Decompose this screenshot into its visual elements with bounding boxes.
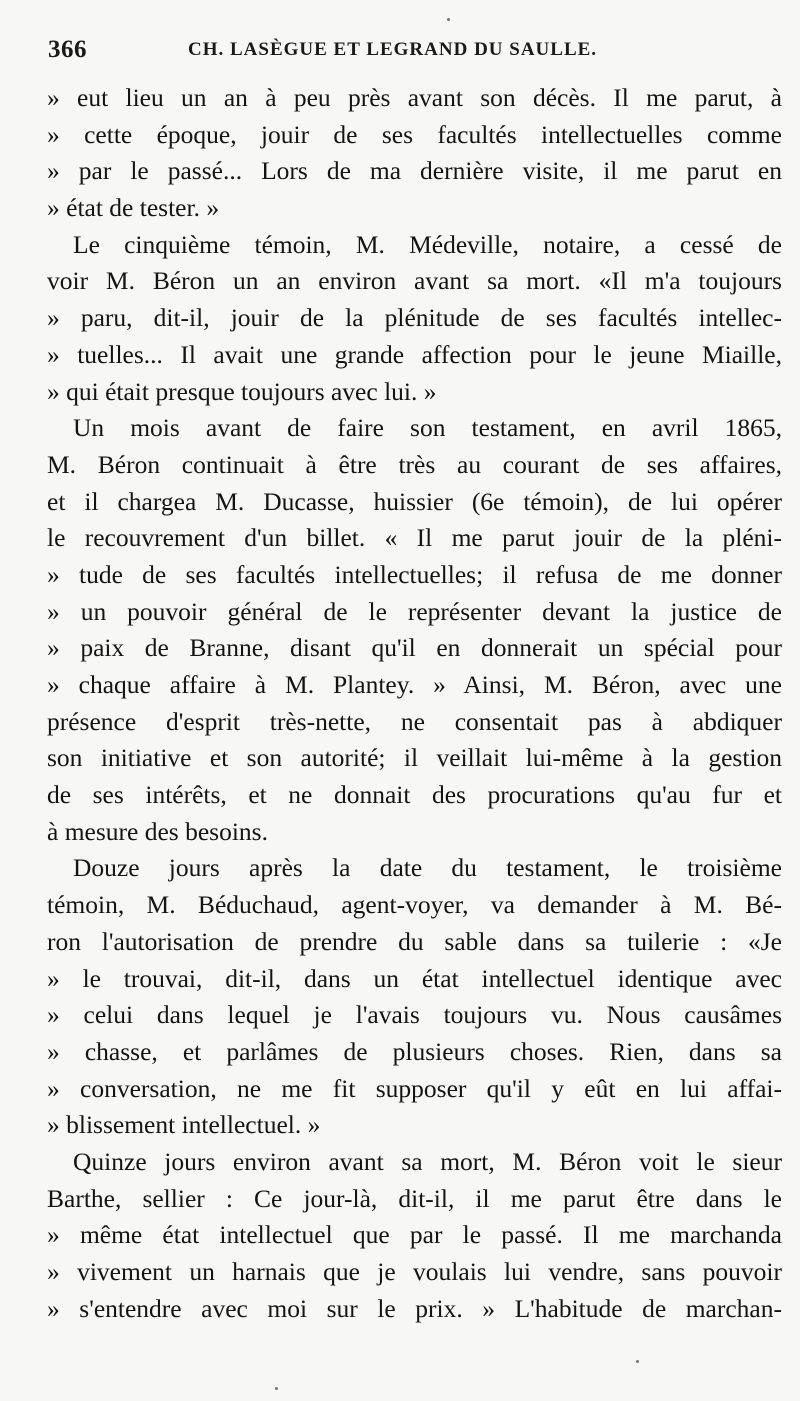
text-line: » blissement intellectuel. » (47, 1110, 321, 1140)
text-line: » même état intellectuel que par le passé. Il me marchanda (47, 1220, 782, 1250)
text-line: témoin, M. Béduchaud, agent-voyer, va demander à M. Bé- (47, 890, 782, 920)
text-line: » eut lieu un an à peu près avant son décès. Il me parut, à (47, 83, 782, 112)
print-speck (275, 1387, 278, 1390)
text-line: Le cinquième témoin, M. Médeville, notaire, a cessé de (73, 229, 782, 259)
body-text (47, 80, 782, 1327)
text-line: » paru, dit-il, jouir de la plénitude de ses facultés intellec- (47, 303, 782, 333)
text-line: » s'entendre avec moi sur le prix. » L'habitude de marchan- (47, 1293, 782, 1323)
text-line: » chasse, et parlâmes de plusieurs choses. Rien, dans sa (47, 1036, 782, 1066)
text-line: à mesure des besoins. (47, 816, 268, 846)
text-line: » celui dans lequel je l'avais toujours vu. Nous causâmes (47, 1000, 782, 1030)
text-line: » paix de Branne, disant qu'il en donnerait un spécial pour (47, 633, 782, 663)
text-line: Douze jours après la date du testament, le troisième (73, 853, 782, 883)
text-line: » conversation, ne me fit supposer qu'il y eût en lui affai- (47, 1073, 782, 1103)
page-number: 366 (48, 36, 87, 63)
text-line: ron l'autorisation de prendre du sable dans sa tuilerie : «Je (47, 926, 782, 956)
text-line: le recouvrement d'un billet. « Il me parut jouir de la pléni- (47, 523, 782, 553)
text-line: » par le passé... Lors de ma dernière visite, il me parut en (47, 156, 782, 186)
print-speck (447, 18, 450, 21)
text-line: » tude de ses facultés intellectuelles; il refusa de me donner (47, 559, 782, 589)
text-line: M. Béron continuait à être très au courant de ses affaires, (47, 449, 782, 479)
text-line: » vivement un harnais que je voulais lui vendre, sans pouvoir (47, 1257, 782, 1286)
text-line: et il chargea M. Ducasse, huissier (6e témoin), de lui opérer (47, 486, 782, 516)
text-line: présence d'esprit très-nette, ne consentait pas à abdiquer (47, 706, 782, 736)
text-line: » un pouvoir général de le représenter devant la justice de (47, 596, 782, 626)
running-head: CH. LASÈGUE ET LEGRAND DU SAULLE. (188, 39, 598, 60)
text-line: » état de tester. » (47, 193, 220, 223)
text-line: Quinze jours environ avant sa mort, M. Béron voit le sieur (73, 1146, 782, 1176)
text-line: Un mois avant de faire son testament, en avril 1865, (73, 413, 782, 443)
text-line: de ses intérêts, et ne donnait des procurations qu'au fur et (47, 780, 782, 810)
text-line: » tuelles... Il avait une grande affection pour le jeune Miaille, (47, 339, 782, 369)
text-line: voir M. Béron un an environ avant sa mort. «Il m'a toujours (47, 266, 782, 296)
text-line: » chaque affaire à M. Plantey. » Ainsi, M. Béron, avec une (47, 670, 782, 699)
page-header (48, 36, 792, 68)
text-line: » qui était presque toujours avec lui. » (47, 376, 437, 406)
text-line: son initiative et son autorité; il veillait lui-même à la gestion (47, 743, 782, 773)
text-line: » cette époque, jouir de ses facultés intellectuelles comme (47, 119, 782, 149)
print-speck (636, 1360, 639, 1363)
text-line: Barthe, sellier : Ce jour-là, dit-il, il me parut être dans le (47, 1183, 782, 1213)
text-line: » le trouvai, dit-il, dans un état intellectuel identique avec (47, 963, 782, 993)
